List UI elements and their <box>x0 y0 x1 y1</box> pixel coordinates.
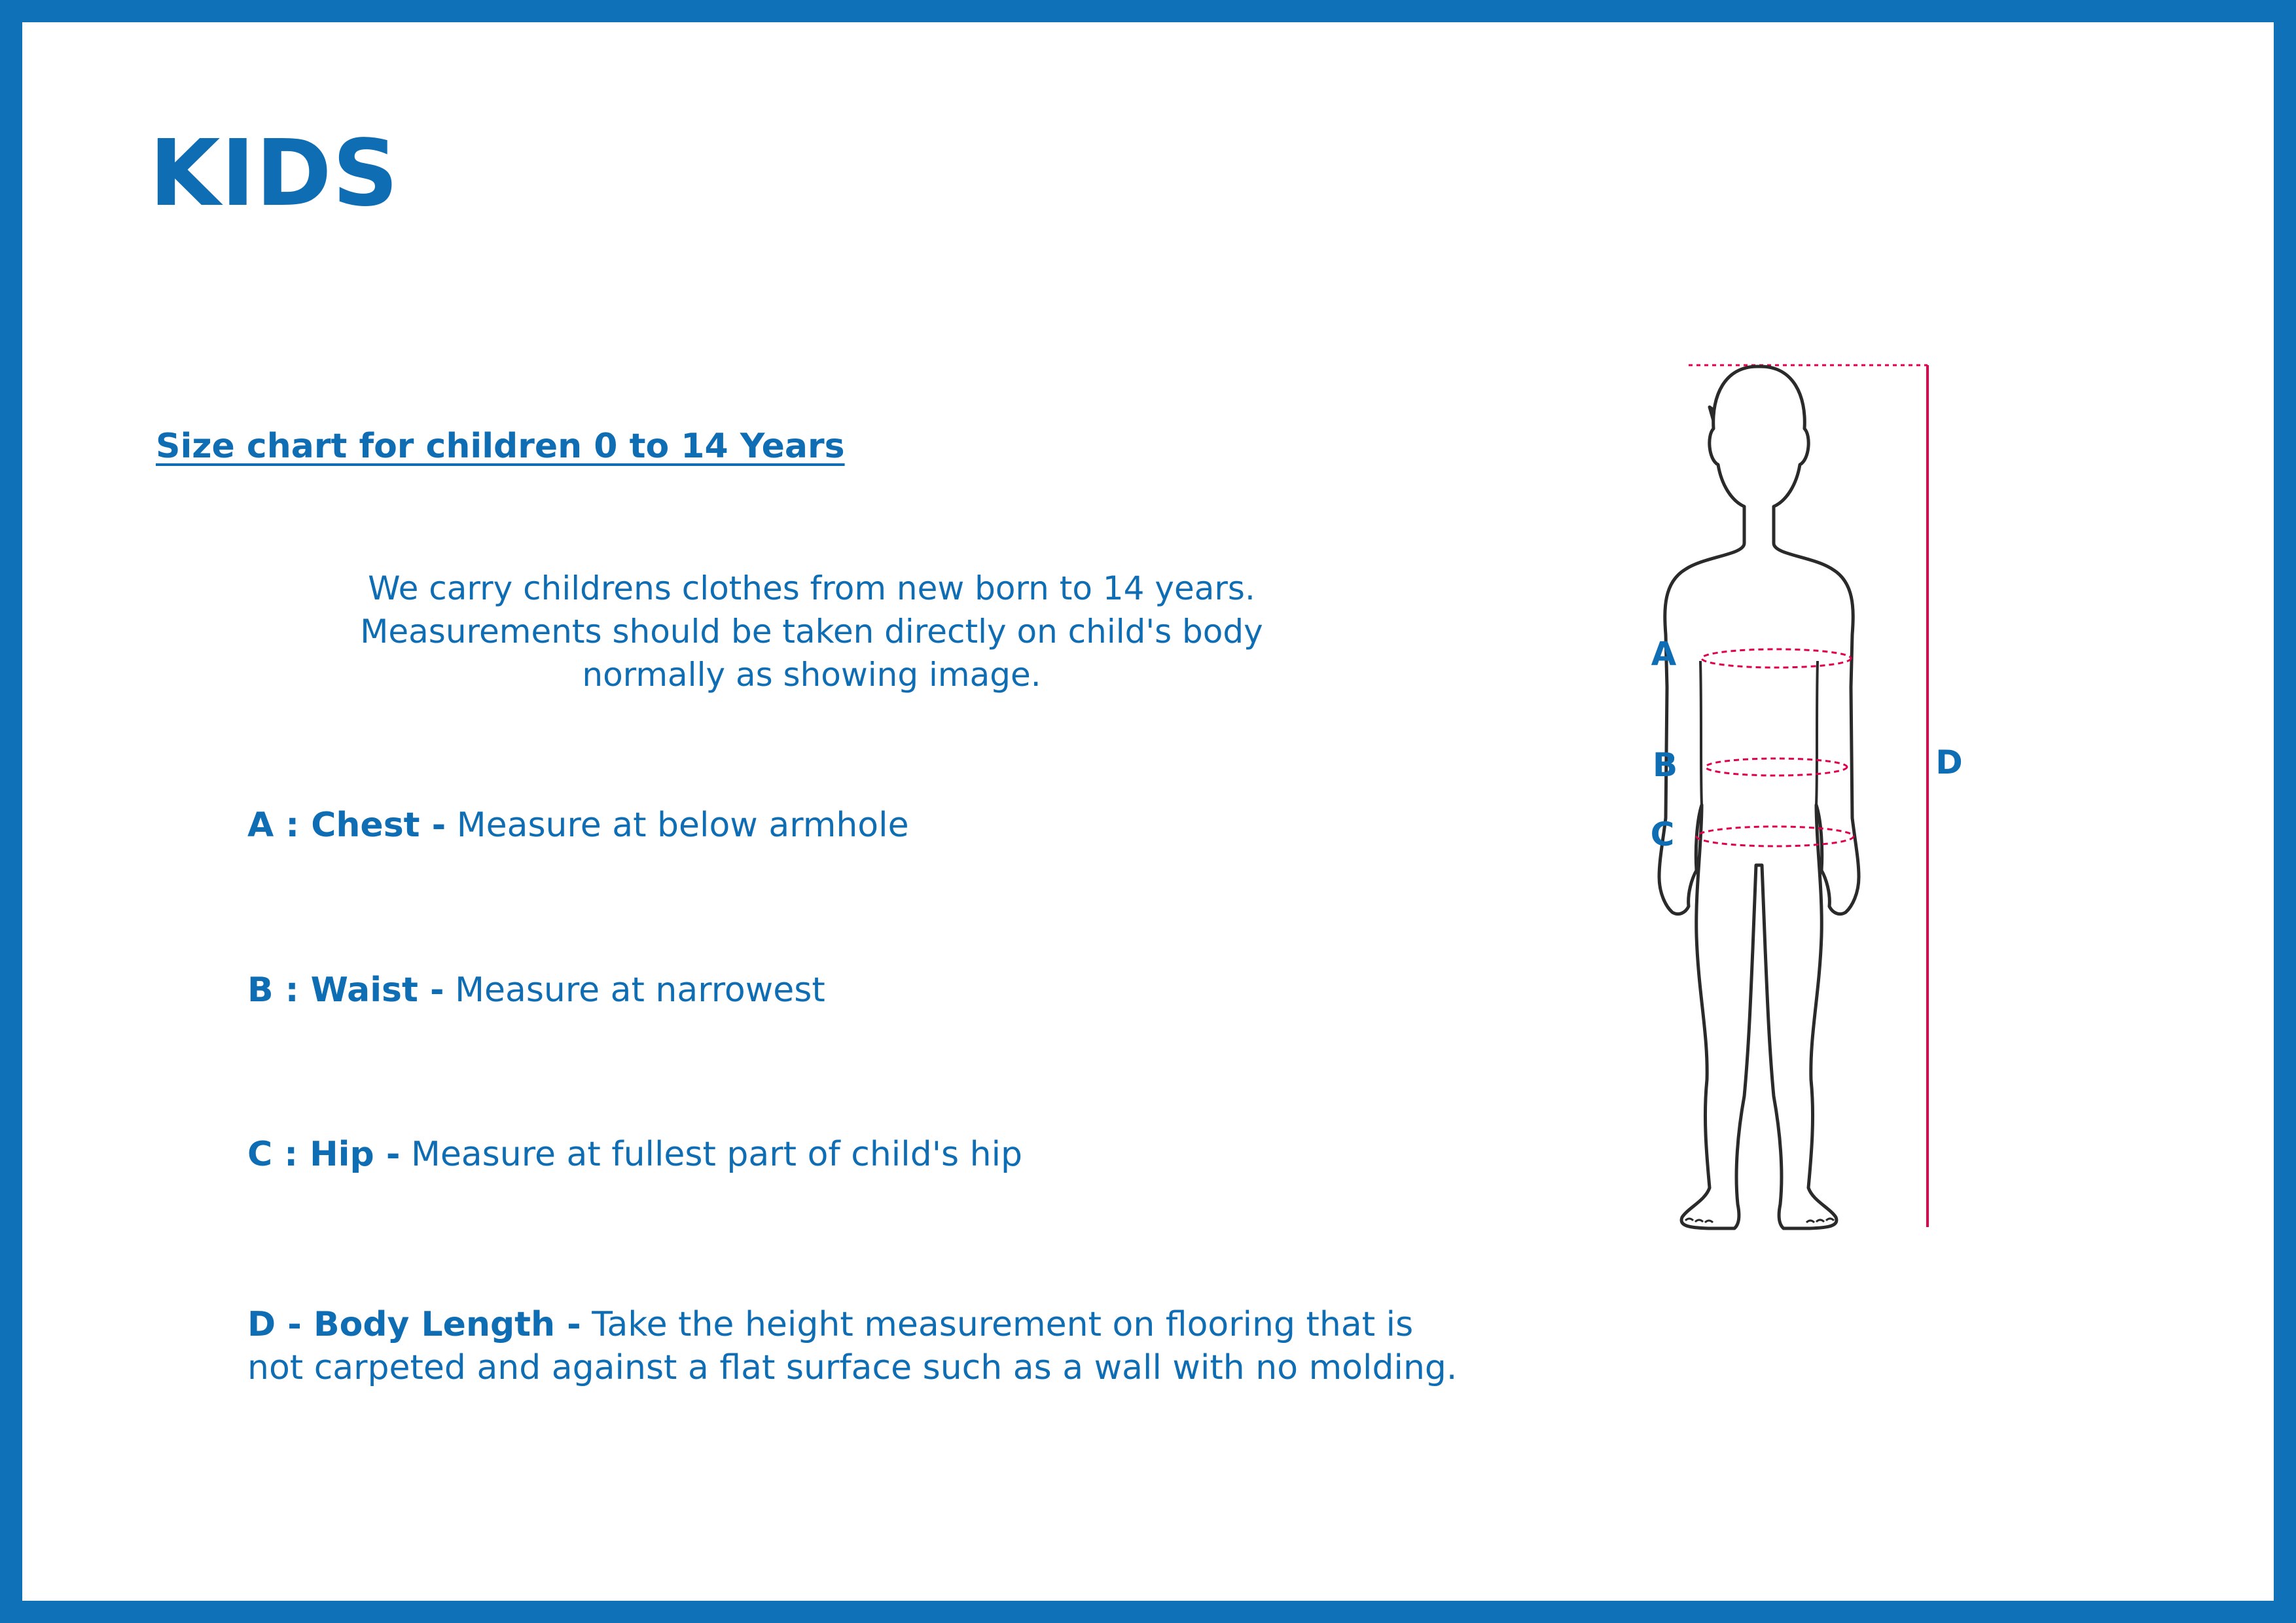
measure-body-length-desc-line: not carpeted and against a flat surface such as a wall with no molding. <box>247 1348 1458 1387</box>
measure-waist-desc: Measure at narrowest <box>455 971 825 1010</box>
child-silhouette-icon <box>1604 347 2009 1283</box>
right-arm-inner-line <box>1816 661 1818 805</box>
measure-chest <box>247 804 909 847</box>
measure-hip <box>247 1133 1022 1176</box>
label-b: B <box>1652 746 1678 784</box>
measure-hip-key: C : Hip - <box>247 1135 401 1174</box>
measure-body-length-key: D - Body Length - <box>247 1305 581 1344</box>
label-d: D <box>1935 743 1963 781</box>
label-a: A <box>1651 635 1677 673</box>
measure-hip-desc: Measure at fullest part of child's hip <box>410 1135 1023 1174</box>
child-body-outline <box>1659 366 1859 1228</box>
measure-chest-desc: Measure at below armhole <box>456 806 909 845</box>
measure-body-length-desc-line: Take the height measurement on flooring that is <box>592 1305 1414 1344</box>
intro-line: We carry childrens clothes from new born to 14 years. <box>368 569 1255 607</box>
measure-body-length <box>247 1303 1457 1389</box>
page-title: KIDS <box>149 120 399 227</box>
size-chart-heading: Size chart for children 0 to 14 Years <box>156 427 845 466</box>
intro-line: Measurements should be taken directly on child's body <box>360 613 1263 651</box>
measure-waist-key: B : Waist - <box>247 971 444 1010</box>
measurement-figure <box>1604 347 2009 1283</box>
measure-chest-key: A : Chest - <box>247 806 446 845</box>
intro-line: normally as showing image. <box>582 656 1041 694</box>
intro-paragraph <box>288 567 1335 696</box>
measure-waist <box>247 969 825 1012</box>
left-arm-inner-line <box>1700 661 1702 805</box>
label-c: C <box>1650 815 1675 853</box>
